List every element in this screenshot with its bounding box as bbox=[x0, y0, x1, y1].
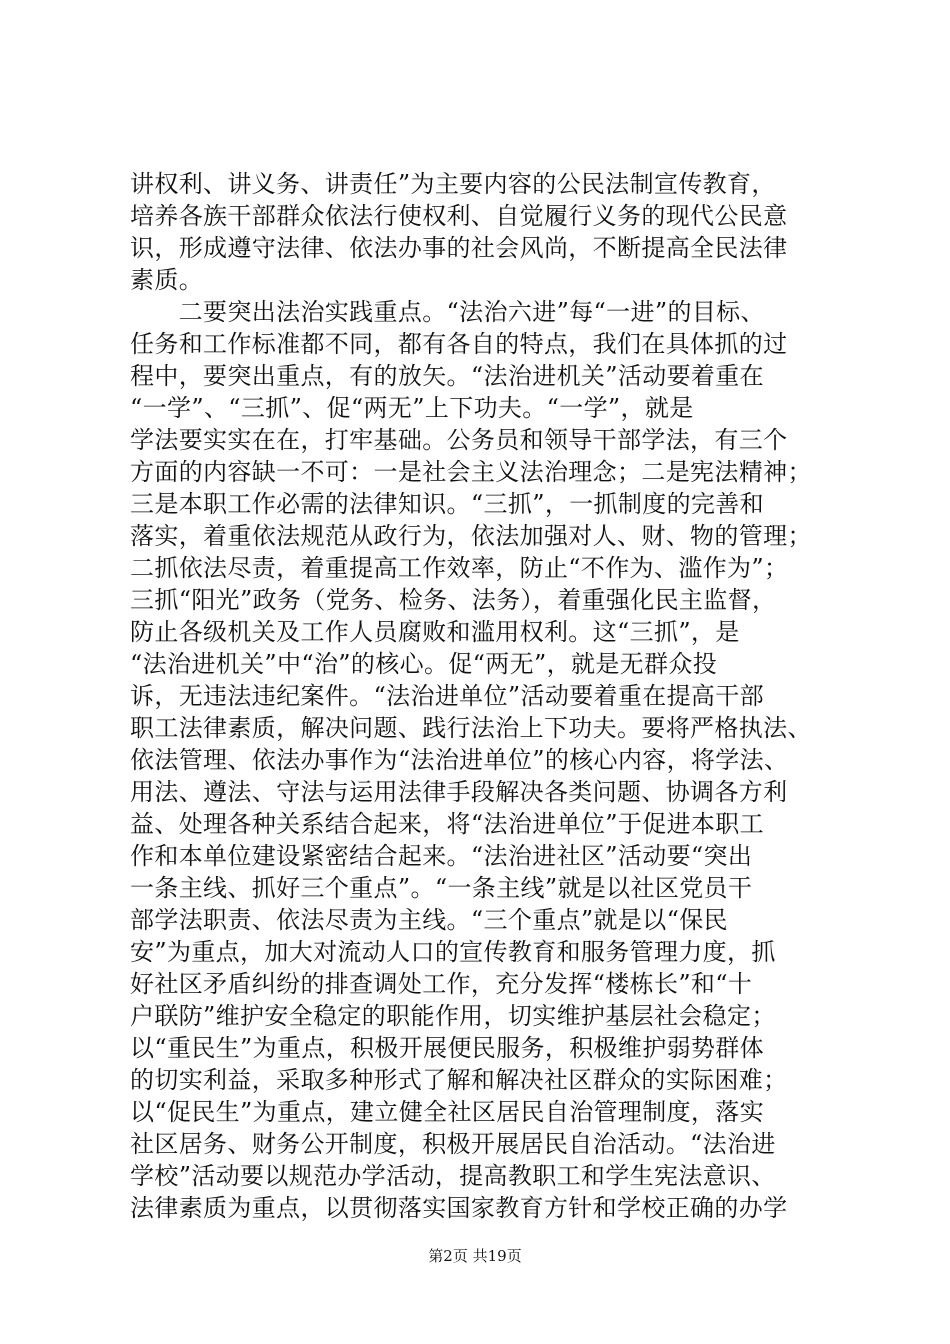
text-line: 安”为重点，加大对流动人口的宣传教育和服务管理力度，抓 bbox=[130, 938, 776, 966]
text-line: 方面的内容缺一不可：一是社会主义法治理念；二是宪法精神； bbox=[130, 458, 812, 486]
text-line: 依法管理、依法办事作为“法治进单位”的核心内容，将学法、 bbox=[130, 746, 789, 774]
text-line: 以“重民生”为重点，积极开展便民服务，积极维护弱势群体 bbox=[130, 1034, 764, 1062]
text-line: “法治进机关”中“治”的核心。促“两无”，就是无群众投 bbox=[130, 650, 718, 678]
text-line: 二要突出法治实践重点。“法治六进”每“一进”的目标、 bbox=[130, 298, 765, 326]
document-body bbox=[130, 168, 830, 1224]
text-line: 作和本单位建设紧密结合起来。“法治进社区”活动要“突出 bbox=[130, 842, 753, 870]
text-line: 三抓“阳光”政务（党务、检务、法务），着重强化民主监督， bbox=[130, 586, 777, 614]
text-line: 诉，无违法违纪案件。“法治进单位”活动要着重在提高干部 bbox=[130, 682, 764, 710]
text-line: 一条主线、抓好三个重点”。“一条主线”就是以社区党员干 bbox=[130, 874, 753, 902]
text-line: 培养各族干部群众依法行使权利、自觉履行义务的现代公民意 bbox=[130, 202, 788, 230]
text-line: 好社区矛盾纠纷的排查调处工作，充分发挥“楼栋长”和“十 bbox=[130, 970, 753, 998]
text-line: 防止各级机关及工作人员腐败和滥用权利。这“三抓”，是 bbox=[130, 618, 740, 646]
text-line: 学法要实实在在，打牢基础。公务员和领导干部学法，有三个 bbox=[130, 426, 788, 454]
text-line: 职工法律素质，解决问题、践行法治上下功夫。要将严格执法、 bbox=[130, 714, 812, 742]
page-footer: 第2页 共19页 bbox=[428, 1247, 522, 1265]
text-line: 以“促民生”为重点，建立健全社区居民自治管理制度，落实 bbox=[130, 1098, 764, 1126]
text-line: 益、处理各种关系结合起来，将“法治进单位”于促进本职工 bbox=[130, 810, 764, 838]
text-line: 程中，要突出重点，有的放矢。“法治进机关”活动要着重在 bbox=[130, 362, 764, 390]
text-line: 落实，着重依法规范从政行为，依法加强对人、财、物的管理； bbox=[130, 522, 812, 550]
text-line: 讲权利、讲义务、讲责任”为主要内容的公民法制宣传教育， bbox=[130, 170, 776, 198]
text-line: 户联防”维护安全稳定的职能作用，切实维护基层社会稳定； bbox=[130, 1002, 776, 1030]
text-line: “一学”、“三抓”、促“两无”上下功夫。“一学”，就是 bbox=[130, 394, 694, 422]
text-line: 学校”活动要以规范办学活动，提高教职工和学生宪法意识、 bbox=[130, 1162, 776, 1190]
text-line: 识，形成遵守法律、依法办事的社会风尚，不断提高全民法律 bbox=[130, 234, 788, 262]
text-line: 素质。 bbox=[130, 266, 204, 294]
text-line: 用法、遵法、守法与运用法律手段解决各类问题、协调各方利 bbox=[130, 778, 788, 806]
text-line: 的切实利益，采取多种形式了解和解决社区群众的实际困难； bbox=[130, 1066, 788, 1094]
text-line: 二抓依法尽责，着重提高工作效率，防止“不作为、滥作为”； bbox=[130, 554, 789, 582]
text-line: 社区居务、财务公开制度，积极开展居民自治活动。“法治进 bbox=[130, 1130, 776, 1158]
text-line: 部学法职责、依法尽责为主线。“三个重点”就是以“保民 bbox=[130, 906, 728, 934]
text-line: 三是本职工作必需的法律知识。“三抓”，一抓制度的完善和 bbox=[130, 490, 764, 518]
text-line: 任务和工作标准都不同，都有各自的特点，我们在具体抓的过 bbox=[130, 330, 788, 358]
text-line: 法律素质为重点，以贯彻落实国家教育方针和学校正确的办学 bbox=[130, 1194, 788, 1222]
